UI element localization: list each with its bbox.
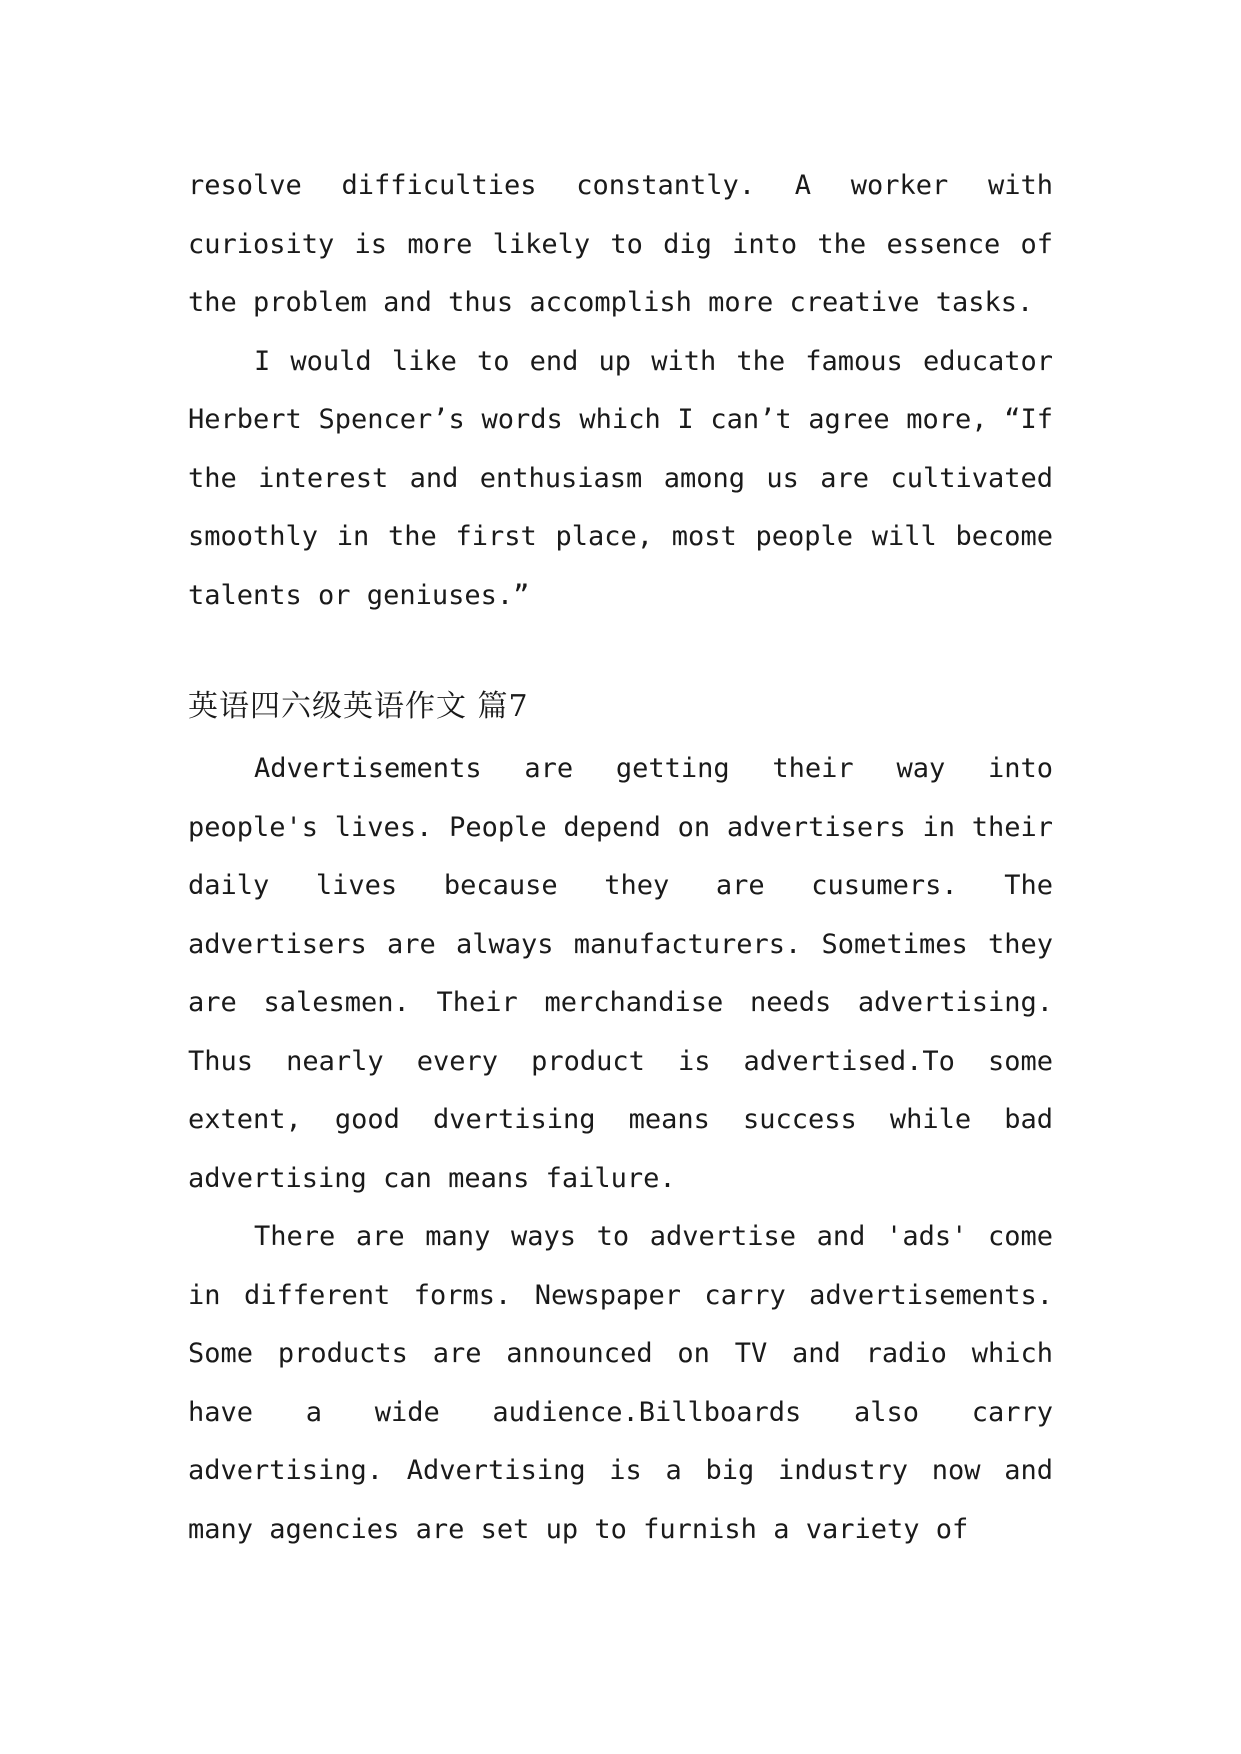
section-heading: 英语四六级英语作文 篇7: [188, 689, 529, 724]
essay-paragraph-advertising-forms: There are many ways to advertise and 'ads' come in different forms. Newspaper carry advertisements. Some products are announced on TV and radio which have a wide audience.Billboards also carry advertising. Advertising is a big industry now and many agencies are set up to furnish a variety of: [188, 1221, 1053, 1545]
continued-essay-text: [188, 157, 1053, 625]
essay-paragraph-continuation: resolve difficulties constantly. A worker with curiosity is more likely to dig into the essence of the problem and thus accomplish more creative tasks.: [188, 170, 1053, 318]
essay-paragraph-closing-quote: I would like to end up with the famous educator Herbert Spencer’s words which I can’t agree more, “If the interest and enthusiasm among us are cultivated smoothly in the first place, most people will become talents or geniuses.”: [188, 345, 1053, 611]
essay-paragraph-advertisements-intro: Advertisements are getting their way into people's lives. People depend on advertisers in their daily lives because they are cusumers. The advertisers are always manufacturers. Sometimes they are salesmen. Their merchandise needs advertising. Thus nearly every product is advertised.To some extent, good dvertising means success while bad advertising can means failure.: [188, 753, 1053, 1194]
essay-7-text: [188, 740, 1053, 1559]
